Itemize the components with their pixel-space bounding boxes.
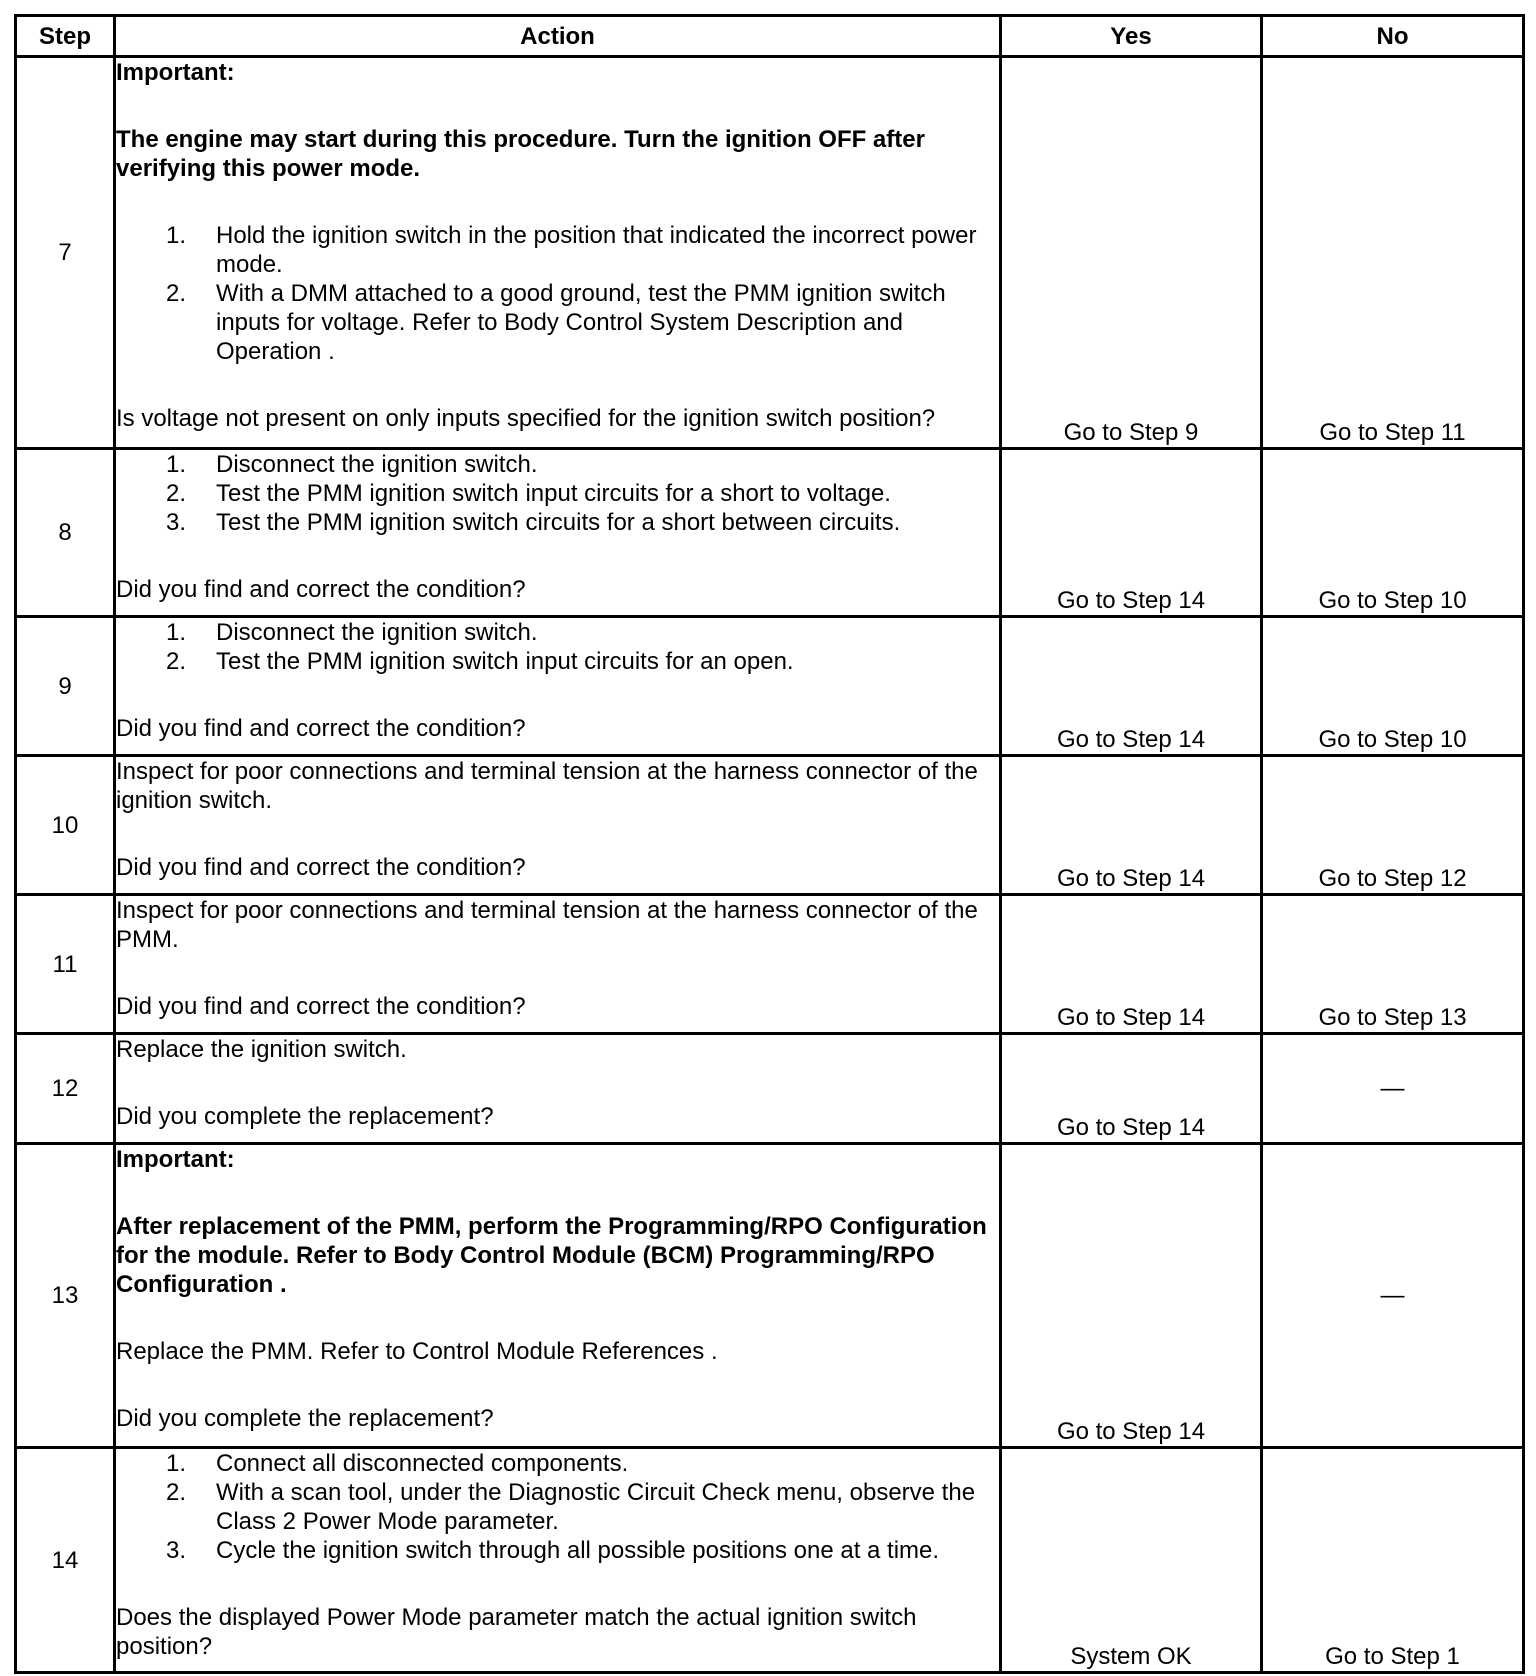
yes-result: Go to Step 14 bbox=[1001, 1034, 1262, 1144]
diagnostic-table bbox=[14, 14, 1525, 1674]
list-item: 2. With a DMM attached to a good ground, test the PMM ignition switch inputs for voltage. Refer to Body Control System Description and Operation . bbox=[166, 280, 946, 365]
no-result: — bbox=[1262, 1144, 1524, 1448]
no-result: Go to Step 12 bbox=[1262, 756, 1524, 895]
header-row bbox=[16, 16, 1524, 57]
no-result: Go to Step 10 bbox=[1262, 449, 1524, 617]
important-label: Important: bbox=[116, 59, 235, 86]
table-row bbox=[16, 617, 1524, 756]
no-result: Go to Step 11 bbox=[1262, 57, 1524, 449]
yes-result: Go to Step 14 bbox=[1001, 1144, 1262, 1448]
table-row bbox=[16, 895, 1524, 1034]
yes-result: Go to Step 14 bbox=[1001, 895, 1262, 1034]
no-result: Go to Step 10 bbox=[1262, 617, 1524, 756]
step-number: 7 bbox=[16, 57, 115, 449]
action-cell bbox=[115, 895, 1001, 1034]
list-item: 2. With a scan tool, under the Diagnostic Circuit Check menu, observe the Class 2 Power Mode parameter. bbox=[166, 1479, 976, 1535]
question-text: Did you find and correct the condition? bbox=[116, 854, 526, 881]
question-text: Did you find and correct the condition? bbox=[116, 993, 526, 1020]
header-no: No bbox=[1262, 16, 1524, 57]
list-item: 2. Test the PMM ignition switch input circuits for a short to voltage. bbox=[166, 480, 891, 507]
table-row bbox=[16, 756, 1524, 895]
table-row bbox=[16, 449, 1524, 617]
action-cell bbox=[115, 1144, 1001, 1448]
table-row bbox=[16, 57, 1524, 449]
list-item: 3. Test the PMM ignition switch circuits for a short between circuits. bbox=[166, 509, 901, 536]
step-number: 13 bbox=[16, 1144, 115, 1448]
question-text: Is voltage not present on only inputs specified for the ignition switch position? bbox=[116, 405, 936, 432]
table-row bbox=[16, 1448, 1524, 1673]
header-yes: Yes bbox=[1001, 16, 1262, 57]
list-item: 1. Disconnect the ignition switch. bbox=[166, 619, 538, 646]
table-row bbox=[16, 1144, 1524, 1448]
step-number: 12 bbox=[16, 1034, 115, 1144]
procedure-list bbox=[116, 221, 999, 366]
step-number: 8 bbox=[16, 449, 115, 617]
important-text: After replacement of the PMM, perform the Programming/RPO Configuration for the module. Refer to Body Control Module (BCM) Programming/RPO Configuration . bbox=[116, 1213, 987, 1298]
question-text: Did you complete the replacement? bbox=[116, 1103, 494, 1130]
list-item: 1. Disconnect the ignition switch. bbox=[166, 451, 538, 478]
no-result: Go to Step 13 bbox=[1262, 895, 1524, 1034]
yes-result: Go to Step 14 bbox=[1001, 756, 1262, 895]
action-text: Inspect for poor connections and terminal tension at the harness connector of the PMM. bbox=[116, 897, 978, 953]
action-cell bbox=[115, 617, 1001, 756]
yes-result: Go to Step 9 bbox=[1001, 57, 1262, 449]
list-item: 3. Cycle the ignition switch through all possible positions one at a time. bbox=[166, 1537, 940, 1564]
list-item: 2. Test the PMM ignition switch input circuits for an open. bbox=[166, 648, 794, 675]
header-step: Step bbox=[16, 16, 115, 57]
step-number: 10 bbox=[16, 756, 115, 895]
action-cell bbox=[115, 449, 1001, 617]
question-text: Did you complete the replacement? bbox=[116, 1405, 494, 1432]
procedure-list bbox=[116, 618, 999, 676]
yes-result: Go to Step 14 bbox=[1001, 617, 1262, 756]
yes-result: Go to Step 14 bbox=[1001, 449, 1262, 617]
list-item: 1. Hold the ignition switch in the position that indicated the incorrect power mode. bbox=[166, 222, 977, 278]
question-text: Did you find and correct the condition? bbox=[116, 715, 526, 742]
important-text: The engine may start during this procedure. Turn the ignition OFF after verifying this power mode. bbox=[116, 126, 925, 182]
question-text: Did you find and correct the condition? bbox=[116, 576, 526, 603]
action-text: Replace the PMM. Refer to Control Module References . bbox=[116, 1338, 718, 1365]
action-cell bbox=[115, 57, 1001, 449]
table-row bbox=[16, 1034, 1524, 1144]
step-number: 14 bbox=[16, 1448, 115, 1673]
step-number: 11 bbox=[16, 895, 115, 1034]
header-action: Action bbox=[115, 16, 1001, 57]
question-text: Does the displayed Power Mode parameter match the actual ignition switch position? bbox=[116, 1604, 917, 1660]
action-cell bbox=[115, 1034, 1001, 1144]
procedure-list bbox=[116, 1449, 999, 1565]
step-number: 9 bbox=[16, 617, 115, 756]
no-result: — bbox=[1262, 1034, 1524, 1144]
action-text: Inspect for poor connections and terminal tension at the harness connector of the ignition switch. bbox=[116, 758, 978, 814]
action-cell bbox=[115, 1448, 1001, 1673]
action-text: Replace the ignition switch. bbox=[116, 1036, 407, 1063]
procedure-list bbox=[116, 450, 999, 537]
action-cell bbox=[115, 756, 1001, 895]
list-item: 1. Connect all disconnected components. bbox=[166, 1450, 629, 1477]
no-result: Go to Step 1 bbox=[1262, 1448, 1524, 1673]
important-label: Important: bbox=[116, 1146, 235, 1173]
yes-result: System OK bbox=[1001, 1448, 1262, 1673]
